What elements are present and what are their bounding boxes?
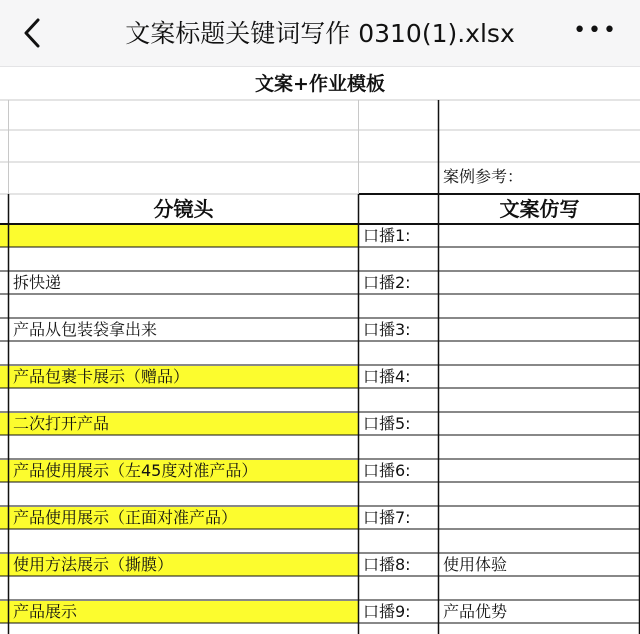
broadcast-cell[interactable]: 口播1: xyxy=(363,226,411,245)
row-marker[interactable] xyxy=(0,366,8,388)
copy-cell[interactable] xyxy=(439,507,640,529)
more-dots-icon: ••• xyxy=(573,18,618,43)
broadcast-cell[interactable]: 口播9: xyxy=(363,602,411,621)
back-button[interactable] xyxy=(20,16,50,50)
copy-cell[interactable] xyxy=(439,319,640,341)
row-marker[interactable] xyxy=(0,319,8,341)
storyboard-cell[interactable]: 使用方法展示（撕膜） xyxy=(9,554,358,576)
copy-cell[interactable]: 产品优势 xyxy=(443,602,508,621)
more-button[interactable] xyxy=(573,18,618,43)
broadcast-cell[interactable]: 口播7: xyxy=(363,508,411,527)
storyboard-cell[interactable]: 产品展示 xyxy=(9,601,358,623)
storyboard-cell[interactable]: 产品使用展示（左45度对准产品） xyxy=(9,460,358,482)
broadcast-cell[interactable]: 口播4: xyxy=(363,367,411,386)
broadcast-cell[interactable]: 口播5: xyxy=(363,414,411,433)
spreadsheet[interactable] xyxy=(0,66,640,634)
cell-grid xyxy=(0,66,640,634)
reference-label[interactable]: 案例参考： xyxy=(443,167,524,186)
row-marker[interactable] xyxy=(0,507,8,529)
chevron-left-icon xyxy=(20,16,50,50)
copy-cell[interactable] xyxy=(439,366,640,388)
copy-cell[interactable] xyxy=(439,413,640,435)
header-copywriting[interactable]: 文案仿写 xyxy=(499,197,580,221)
header-storyboard[interactable]: 分镜头 xyxy=(153,197,214,221)
document-title: 文案标题关键词写作 0310(1).xlsx xyxy=(125,19,515,48)
storyboard-cell[interactable]: 拆快递 xyxy=(13,273,62,292)
storyboard-cell[interactable]: 产品从包装袋拿出来 xyxy=(13,320,158,339)
copy-cell[interactable] xyxy=(439,272,640,294)
copy-cell[interactable] xyxy=(439,225,640,247)
storyboard-cell[interactable]: 产品包裹卡展示（赠品） xyxy=(9,366,358,388)
sheet-title: 文案+作业模板 xyxy=(255,73,385,95)
row-marker[interactable] xyxy=(0,413,8,435)
row-marker[interactable] xyxy=(0,460,8,482)
broadcast-cell[interactable]: 口播6: xyxy=(363,461,411,480)
broadcast-cell[interactable]: 口播2: xyxy=(363,273,411,292)
row-marker[interactable] xyxy=(0,225,8,247)
storyboard-cell[interactable] xyxy=(9,225,358,247)
row-marker[interactable] xyxy=(0,272,8,294)
broadcast-cell[interactable]: 口播3: xyxy=(363,320,411,339)
row-marker[interactable] xyxy=(0,554,8,576)
broadcast-cell[interactable]: 口播8: xyxy=(363,555,411,574)
copy-cell[interactable]: 使用体验 xyxy=(443,555,508,574)
row-marker[interactable] xyxy=(0,601,8,623)
storyboard-cell[interactable]: 产品使用展示（正面对准产品） xyxy=(9,507,358,529)
title-bar xyxy=(0,0,640,67)
grid-lines xyxy=(0,66,640,634)
copy-cell[interactable] xyxy=(439,460,640,482)
storyboard-cell[interactable]: 二次打开产品 xyxy=(9,413,358,435)
